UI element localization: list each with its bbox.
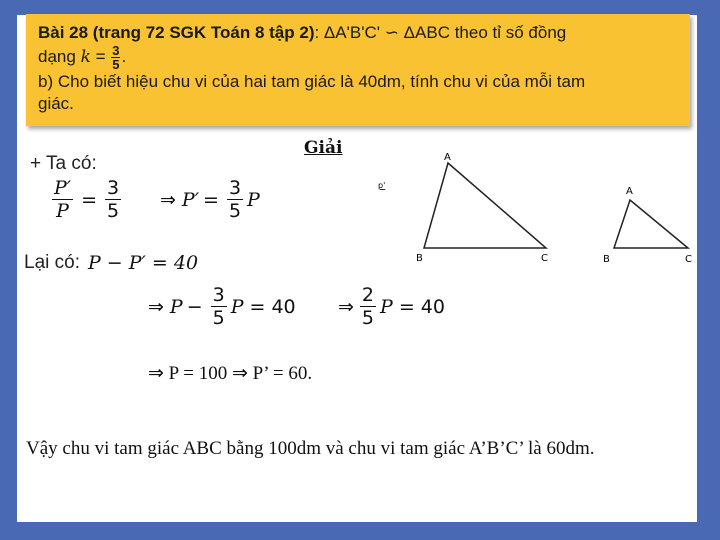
stray-label: p' [378, 181, 386, 190]
conclusion: Vậy chu vi tam giác ABC bằng 100dm và chu vi tam giác A’B’C’ là 60dm. [26, 438, 595, 459]
small-vertex-a: A [626, 186, 633, 197]
problem-box [26, 14, 690, 126]
k-numerator: 3 [112, 43, 120, 58]
step3a-denominator: 5 [212, 307, 225, 329]
ratio-numerator: P′ [54, 177, 72, 199]
triangle-figure [370, 148, 700, 268]
k-fraction [111, 44, 120, 71]
implies-symbol: ⇒ [338, 295, 354, 318]
problem-part-b: b) Cho biết hiệu chu vi của hai tam giác là 40dm, tính chu vi của mỗi tam [38, 72, 586, 91]
large-triangle-shape [424, 163, 546, 248]
step1-result-lhs: P′ [181, 188, 200, 211]
step1-result-numerator: 3 [228, 177, 242, 199]
k-symbol: k [80, 46, 91, 67]
step3b-fraction [360, 284, 376, 329]
ratio-equation: $\frac{P'}{P}$ = $\frac{3}{5}$ [54, 177, 120, 222]
step2-equation: P − P′ = 40 [87, 252, 199, 274]
k-denominator: 5 [112, 57, 120, 72]
small-triangle [603, 186, 692, 265]
problem-line-1 [38, 22, 680, 44]
large-vertex-b: B [416, 253, 423, 264]
step3b-denominator: 5 [361, 307, 375, 329]
large-vertex-a: A [444, 152, 451, 163]
step3a-equation: ⇒ P − $\frac{3}{5}$ P = 40 [148, 284, 296, 329]
step1-label: + Ta có: [30, 153, 97, 174]
implies-symbol: ⇒ [148, 295, 164, 318]
ratio-rhs-numerator: 3 [107, 177, 120, 199]
step1-result-fraction [227, 177, 243, 222]
step1-result: ⇒ P′ = $\frac{3}{5}$ P [160, 177, 260, 222]
solution-heading: Giải [304, 138, 343, 158]
small-vertex-b: B [603, 254, 610, 265]
large-triangle [416, 152, 548, 264]
step1-result-denominator: 5 [228, 200, 242, 222]
ratio-rhs-denominator: 5 [107, 200, 120, 222]
ratio-rhs-fraction [105, 177, 121, 222]
step1-result-var: P [247, 188, 260, 211]
ratio-denominator: P [56, 200, 69, 222]
step2-line [24, 252, 198, 274]
problem-statement: : ΔA'B'C' ∽ ΔABC theo tỉ số đồng [314, 23, 567, 42]
final-result: ⇒ P = 100 ⇒ P’ = 60. [148, 363, 313, 384]
problem-title: Bài 28 (trang 72 SGK Toán 8 tập 2) [38, 23, 315, 42]
problem-statement-cont: dạng [38, 46, 76, 66]
step3a-fraction [211, 284, 227, 329]
step3a-numerator: 3 [212, 284, 225, 306]
step3b-equation: ⇒ $\frac{2}{5}$ P = 40 [338, 284, 445, 329]
small-vertex-c: C [685, 254, 692, 265]
implies-symbol: ⇒ [160, 188, 176, 211]
large-vertex-c: C [541, 253, 548, 264]
step2-label: Lại có: [24, 252, 80, 273]
ratio-fraction [52, 177, 73, 222]
small-triangle-shape [614, 200, 688, 248]
problem-part-b-cont: giác. [38, 94, 74, 113]
step3b-numerator: 2 [361, 284, 375, 306]
problem-line-2: dạng k = $\frac{3}{5}$ . [38, 43, 127, 72]
